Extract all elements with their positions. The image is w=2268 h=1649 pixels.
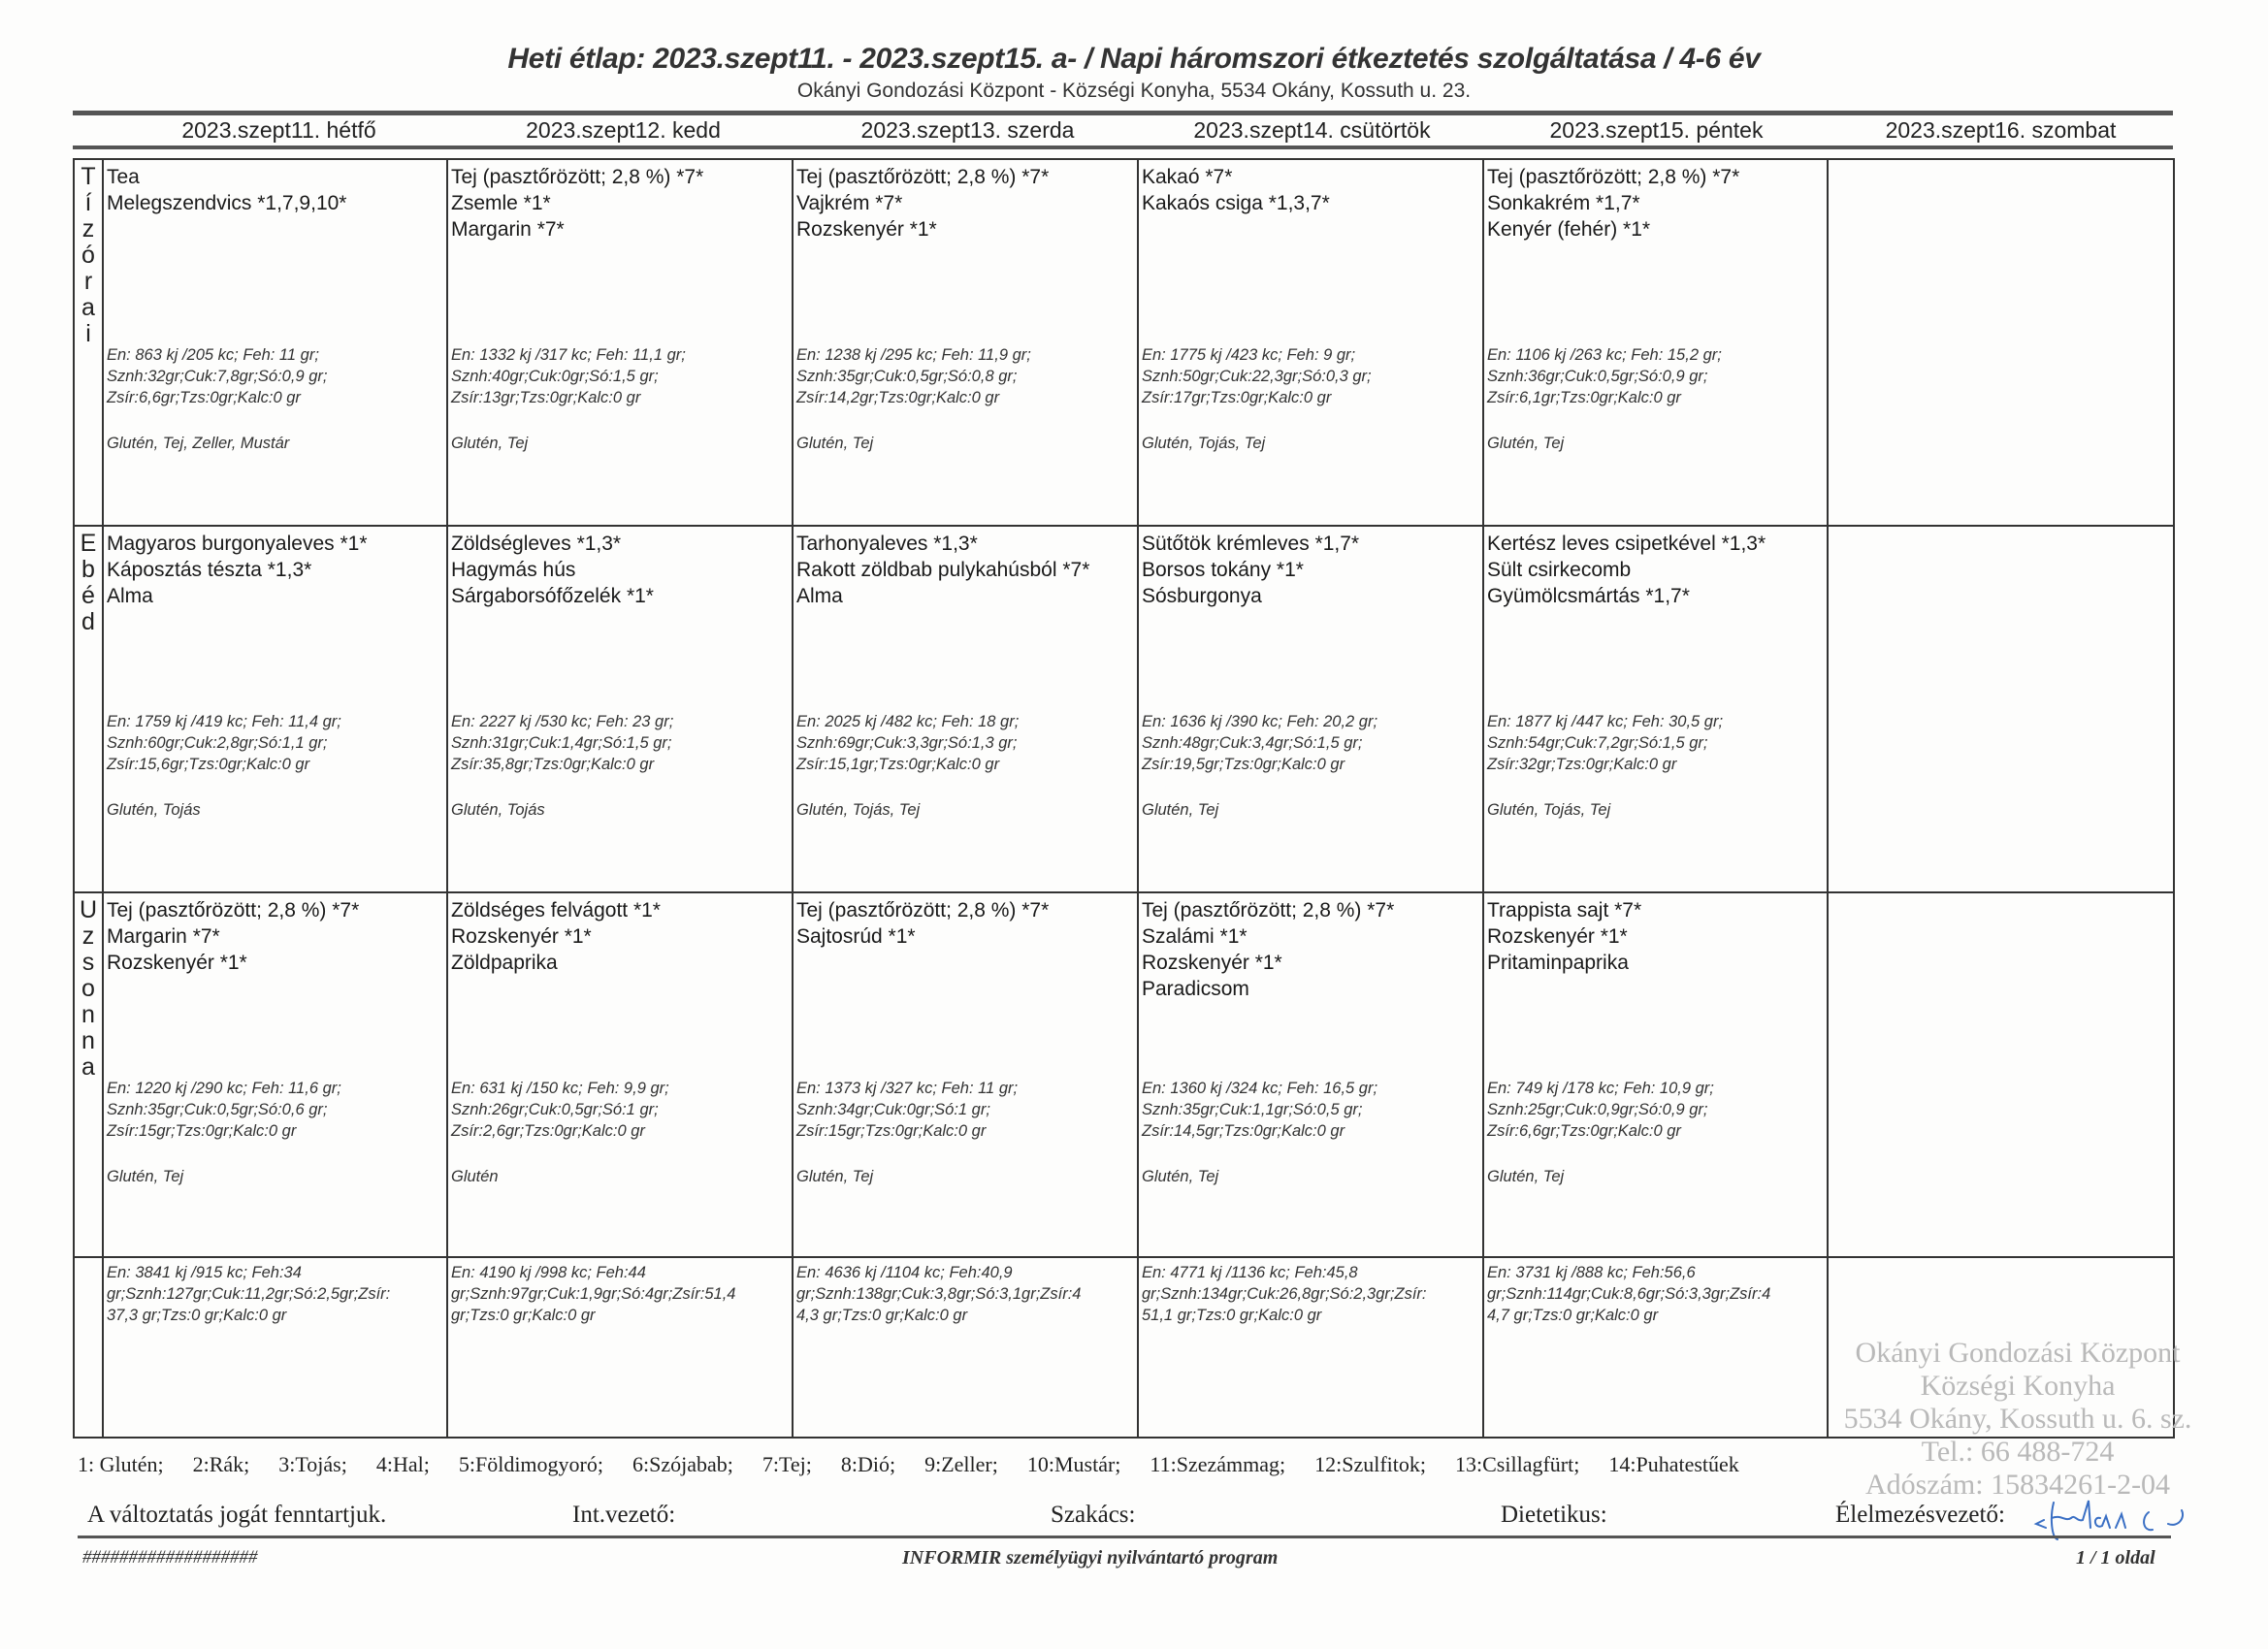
nutrition-info <box>451 344 686 408</box>
nutrition-line: En: 863 kj /205 kc; Feh: 11 gr; <box>107 346 319 364</box>
meal-label-letter: o <box>81 975 95 1002</box>
header-rule <box>73 146 2173 149</box>
dish-item: Alma <box>796 585 843 607</box>
daily-total-cell <box>1139 1258 1484 1437</box>
daily-total-cell <box>794 1258 1139 1437</box>
allergen-legend-item: 11:Szezámmag; <box>1150 1452 1286 1476</box>
dish-item: Margarin *7* <box>107 925 220 948</box>
nutrition-line: Zsír:32gr;Tzs:0gr;Kalc:0 gr <box>1487 756 1677 773</box>
nutrition-line: En: 2227 kj /530 kc; Feh: 23 gr; <box>451 713 674 730</box>
dish-item: Káposztás tészta *1,3* <box>107 559 312 581</box>
footer-program: INFORMIR személyügyi nyilvántartó program <box>902 1547 1279 1568</box>
int-vezeto-label: Int.vezető: <box>572 1502 676 1528</box>
meal-label-letter: í <box>84 189 92 216</box>
nutrition-line: Sznh:35gr;Cuk:1,1gr;Só:0,5 gr; <box>1142 1101 1363 1118</box>
menu-cell <box>448 160 794 525</box>
menu-cell <box>1829 527 2173 891</box>
szakacs-label: Szakács: <box>1051 1502 1136 1528</box>
nutrition-line: Zsír:17gr;Tzs:0gr;Kalc:0 gr <box>1142 389 1332 406</box>
daily-total-line: gr;Sznh:134gr;Cuk:26,8gr;Só:2,3gr;Zsír: <box>1142 1285 1427 1303</box>
nutrition-info <box>796 711 1019 775</box>
totals-label <box>75 1258 104 1437</box>
menu-cell <box>794 893 1139 1256</box>
meal-label-letter: z <box>81 215 95 242</box>
nutrition-info <box>107 711 341 775</box>
dish-item: Sárgaborsófőzelék *1* <box>451 585 654 607</box>
daily-total-line: gr;Sznh:97gr;Cuk:1,9gr;Só:4gr;Zsír:51,4 <box>451 1285 736 1303</box>
menu-cell <box>1484 527 1829 891</box>
nutrition-line: Zsír:19,5gr;Tzs:0gr;Kalc:0 gr <box>1142 756 1345 773</box>
allergen-legend-item: 2:Rák; <box>192 1452 250 1476</box>
nutrition-line: En: 1759 kj /419 kc; Feh: 11,4 gr; <box>107 713 341 730</box>
stamp-line: Okányi Gondozási Központ <box>1855 1337 2181 1369</box>
allergen-list: Glutén, Tojás, Tej <box>1487 801 1611 819</box>
dish-item: Alma <box>107 585 153 607</box>
dish-item: Sütőtök krémleves *1,7* <box>1142 533 1360 555</box>
stamp-line: 5534 Okány, Kossuth u. 6. sz. <box>1843 1403 2192 1435</box>
dish-item: Margarin *7* <box>451 218 565 241</box>
page-subtitle: Okányi Gondozási Központ - Községi Konyha, 5534 Okány, Kossuth u. 23. <box>796 80 1472 102</box>
stamp-line: Adószám: 15834261-2-04 <box>1864 1469 2171 1501</box>
nutrition-line: En: 1106 kj /263 kc; Feh: 15,2 gr; <box>1487 346 1722 364</box>
nutrition-line: Sznh:48gr;Cuk:3,4gr;Só:1,5 gr; <box>1142 734 1363 752</box>
nutrition-info <box>1487 1078 1714 1142</box>
allergen-legend-item: 13:Csillagfürt; <box>1455 1452 1580 1476</box>
top-rule <box>73 111 2173 115</box>
allergen-legend-item: 4:Hal; <box>375 1452 430 1476</box>
nutrition-line: En: 1360 kj /324 kc; Feh: 16,5 gr; <box>1142 1080 1378 1097</box>
nutrition-line: Sznh:40gr;Cuk:0gr;Só:1,5 gr; <box>451 368 659 385</box>
nutrition-line: En: 1877 kj /447 kc; Feh: 30,5 gr; <box>1487 713 1724 730</box>
meal-label-letter: b <box>81 556 95 583</box>
handwritten-signature <box>2032 1489 2207 1547</box>
elelmezesvezeto-label: Élelmezésvezető: <box>1835 1502 2005 1528</box>
meal-label-letter: n <box>81 1001 95 1028</box>
footer-hash: ################### <box>82 1547 258 1568</box>
daily-total-line: 4,7 gr;Tzs:0 gr;Kalc:0 gr <box>1487 1307 1659 1324</box>
allergen-list: Glutén, Tojás <box>107 801 201 819</box>
meal-label-letter: d <box>81 608 95 635</box>
page-title: Heti étlap: 2023.szept11. - 2023.szept15. a- / Napi háromszori étkeztetés szolgáltatása / 4-6 év <box>507 43 1761 75</box>
meal-label-letter: i <box>85 320 91 347</box>
nutrition-info <box>1487 344 1722 408</box>
daily-total-line: gr;Sznh:138gr;Cuk:3,8gr;Só:3,1gr;Zsír:4 <box>796 1285 1082 1303</box>
meal-label-letter: é <box>81 582 95 609</box>
day-header: 2023.szept14. csütörtök <box>1193 117 1431 143</box>
allergen-list: Glutén, Tej <box>796 1168 874 1185</box>
nutrition-line: Sznh:69gr;Cuk:3,3gr;Só:1,3 gr; <box>796 734 1018 752</box>
dish-item: Zöldpaprika <box>451 952 558 974</box>
nutrition-line: Sznh:36gr;Cuk:0,5gr;Só:0,9 gr; <box>1487 368 1708 385</box>
dish-item: Pritaminpaprika <box>1487 952 1629 974</box>
nutrition-info <box>107 344 327 408</box>
nutrition-line: En: 631 kj /150 kc; Feh: 9,9 gr; <box>451 1080 669 1097</box>
meal-label-letter: a <box>81 294 95 321</box>
nutrition-line: En: 749 kj /178 kc; Feh: 10,9 gr; <box>1487 1080 1714 1097</box>
dietetikus-label: Dietetikus: <box>1501 1502 1607 1528</box>
allergen-legend-item: 3:Tojás; <box>278 1452 347 1476</box>
meal-row-tizorai <box>75 160 2173 527</box>
stamp-line: Tel.: 66 488-724 <box>1921 1436 2115 1468</box>
nutrition-line: Zsír:6,6gr;Tzs:0gr;Kalc:0 gr <box>1487 1122 1681 1140</box>
meal-label <box>75 893 104 1256</box>
allergen-list: Glutén, Tej <box>1487 435 1565 452</box>
meal-label-letter: U <box>79 896 98 923</box>
day-header: 2023.szept12. kedd <box>526 117 721 143</box>
menu-cell <box>1139 160 1484 525</box>
allergen-list: Glutén, Tej <box>1142 1168 1219 1185</box>
meal-label-letter: T <box>81 163 96 190</box>
dish-item: Rozskenyér *1* <box>1487 925 1628 948</box>
meal-label-letter: E <box>80 530 97 557</box>
dish-item: Sonkakrém *1,7* <box>1487 192 1640 214</box>
nutrition-line: En: 1238 kj /295 kc; Feh: 11,9 gr; <box>796 346 1031 364</box>
dish-item: Sajtosrúd *1* <box>796 925 916 948</box>
notice-text: A változtatás jogát fenntartjuk. <box>87 1502 387 1528</box>
nutrition-line: Sznh:50gr;Cuk:22,3gr;Só:0,3 gr; <box>1142 368 1372 385</box>
meal-label-letter: n <box>81 1027 95 1054</box>
dish-item: Magyaros burgonyaleves *1* <box>107 533 368 555</box>
meal-row-ebed <box>75 527 2173 893</box>
dish-item: Kakaós csiga *1,3,7* <box>1142 192 1330 214</box>
page-number: 1 / 1 oldal <box>2076 1547 2155 1568</box>
menu-cell <box>794 160 1139 525</box>
allergen-list: Glutén, Tojás, Tej <box>1142 435 1266 452</box>
daily-total-line: 37,3 gr;Tzs:0 gr;Kalc:0 gr <box>107 1307 287 1324</box>
dish-item: Rozskenyér *1* <box>451 925 592 948</box>
menu-table <box>73 158 2175 1439</box>
menu-cell <box>1139 527 1484 891</box>
nutrition-info <box>796 1078 1018 1142</box>
nutrition-line: En: 1220 kj /290 kc; Feh: 11,6 gr; <box>107 1080 341 1097</box>
dish-item: Tej (pasztőrözött; 2,8 %) *7* <box>796 899 1050 922</box>
menu-cell <box>1484 893 1829 1256</box>
allergen-legend-item: 5:Földimogyoró; <box>458 1452 603 1476</box>
menu-cell <box>104 160 448 525</box>
nutrition-line: Sznh:26gr;Cuk:0,5gr;Só:1 gr; <box>451 1101 659 1118</box>
dish-item: Tej (pasztőrözött; 2,8 %) *7* <box>107 899 360 922</box>
nutrition-line: En: 1775 kj /423 kc; Feh: 9 gr; <box>1142 346 1356 364</box>
nutrition-info <box>1142 344 1372 408</box>
daily-total-line: En: 4190 kj /998 kc; Feh:44 <box>451 1264 646 1281</box>
allergen-list: Glutén, Tej <box>1487 1168 1565 1185</box>
dish-item: Kakaó *7* <box>1142 166 1233 188</box>
dish-item: Szalámi *1* <box>1142 925 1247 948</box>
dish-item: Tea <box>107 166 140 188</box>
nutrition-line: En: 1332 kj /317 kc; Feh: 11,1 gr; <box>451 346 686 364</box>
nutrition-line: Zsír:15,1gr;Tzs:0gr;Kalc:0 gr <box>796 756 1000 773</box>
daily-total-line: gr;Sznh:127gr;Cuk:11,2gr;Só:2,5gr;Zsír: <box>107 1285 391 1303</box>
dish-item: Tej (pasztőrözött; 2,8 %) *7* <box>451 166 704 188</box>
day-headers <box>107 117 2173 145</box>
day-header: 2023.szept13. szerda <box>860 117 1075 143</box>
nutrition-line: Sznh:34gr;Cuk:0gr;Só:1 gr; <box>796 1101 990 1118</box>
menu-cell <box>448 527 794 891</box>
menu-cell <box>1829 893 2173 1256</box>
menu-cell <box>104 527 448 891</box>
nutrition-line: Zsír:35,8gr;Tzs:0gr;Kalc:0 gr <box>451 756 655 773</box>
allergen-list: Glutén, Tej <box>107 1168 184 1185</box>
nutrition-line: En: 1373 kj /327 kc; Feh: 11 gr; <box>796 1080 1019 1097</box>
dish-item: Kenyér (fehér) *1* <box>1487 218 1651 241</box>
dish-item: Rozskenyér *1* <box>107 952 247 974</box>
nutrition-info <box>1142 1078 1377 1142</box>
day-header: 2023.szept11. hétfő <box>181 117 376 143</box>
menu-cell <box>448 893 794 1256</box>
allergen-legend-item: 14:Puhatestűek <box>1608 1452 1739 1476</box>
dish-item: Tej (pasztőrözött; 2,8 %) *7* <box>1142 899 1395 922</box>
nutrition-line: Sznh:35gr;Cuk:0,5gr;Só:0,8 gr; <box>796 368 1018 385</box>
nutrition-info <box>1142 711 1377 775</box>
allergen-legend-item: 9:Zeller; <box>924 1452 998 1476</box>
dish-item: Sósburgonya <box>1142 585 1262 607</box>
meal-label-letter: s <box>81 949 95 976</box>
dish-item: Paradicsom <box>1142 978 1249 1000</box>
dish-item: Zöldséges felvágott *1* <box>451 899 661 922</box>
nutrition-line: En: 2025 kj /482 kc; Feh: 18 gr; <box>796 713 1020 730</box>
official-stamp <box>1775 1337 2260 1502</box>
menu-cell <box>104 893 448 1256</box>
daily-total-line: En: 3731 kj /888 kc; Feh:56,6 <box>1487 1264 1696 1281</box>
daily-total-line: En: 3841 kj /915 kc; Feh:34 <box>107 1264 302 1281</box>
nutrition-line: Zsír:13gr;Tzs:0gr;Kalc:0 gr <box>451 389 641 406</box>
allergen-legend-item: 10:Mustár; <box>1026 1452 1121 1476</box>
menu-cell <box>1829 160 2173 525</box>
nutrition-info <box>796 344 1031 408</box>
daily-total-cell <box>448 1258 794 1437</box>
menu-cell <box>1139 893 1484 1256</box>
nutrition-info <box>451 1078 669 1142</box>
day-header: 2023.szept16. szombat <box>1885 117 2117 143</box>
nutrition-line: Sznh:35gr;Cuk:0,5gr;Só:0,6 gr; <box>107 1101 328 1118</box>
meal-label <box>75 160 104 525</box>
daily-total-line: 4,3 gr;Tzs:0 gr;Kalc:0 gr <box>796 1307 968 1324</box>
allergen-legend-item: 6:Szójabab; <box>632 1452 733 1476</box>
meal-row-uzsonna <box>75 893 2173 1258</box>
allergen-list: Glutén, Tej <box>1142 801 1219 819</box>
nutrition-line: Zsír:15gr;Tzs:0gr;Kalc:0 gr <box>796 1122 987 1140</box>
nutrition-line: Sznh:32gr;Cuk:7,8gr;Só:0,9 gr; <box>107 368 328 385</box>
dish-item: Tej (pasztőrözött; 2,8 %) *7* <box>1487 166 1740 188</box>
allergen-list: Glutén, Tej <box>451 435 529 452</box>
dish-item: Zsemle *1* <box>451 192 551 214</box>
dish-item: Borsos tokány *1* <box>1142 559 1304 581</box>
dish-item: Trappista sajt *7* <box>1487 899 1642 922</box>
nutrition-info <box>1487 711 1723 775</box>
menu-cell <box>794 527 1139 891</box>
allergen-list: Glutén, Tej <box>796 435 874 452</box>
dish-item: Rakott zöldbab pulykahúsból *7* <box>796 559 1090 581</box>
menu-cell <box>1484 160 1829 525</box>
day-header: 2023.szept15. péntek <box>1549 117 1764 143</box>
allergen-list: Glutén, Tojás, Tej <box>796 801 921 819</box>
daily-total-line: En: 4771 kj /1136 kc; Feh:45,8 <box>1142 1264 1358 1281</box>
dish-item: Vajkrém *7* <box>796 192 903 214</box>
nutrition-line: Sznh:60gr;Cuk:2,8gr;Só:1,1 gr; <box>107 734 328 752</box>
nutrition-line: Zsír:14,5gr;Tzs:0gr;Kalc:0 gr <box>1142 1122 1345 1140</box>
daily-total-line: gr;Sznh:114gr;Cuk:8,6gr;Só:3,3gr;Zsír:4 <box>1487 1285 1771 1303</box>
stamp-line: Községi Konyha <box>1920 1370 2116 1402</box>
allergen-legend-item: 1: Glutén; <box>78 1452 164 1476</box>
dish-item: Gyümölcsmártás *1,7* <box>1487 585 1690 607</box>
nutrition-line: Zsír:15,6gr;Tzs:0gr;Kalc:0 gr <box>107 756 310 773</box>
nutrition-info <box>107 1078 341 1142</box>
allergen-legend-item: 12:Szulfitok; <box>1314 1452 1427 1476</box>
nutrition-line: Zsír:6,1gr;Tzs:0gr;Kalc:0 gr <box>1487 389 1681 406</box>
nutrition-line: Zsír:2,6gr;Tzs:0gr;Kalc:0 gr <box>451 1122 645 1140</box>
meal-label-letter: a <box>81 1053 95 1081</box>
dish-item: Rozskenyér *1* <box>1142 952 1282 974</box>
dish-item: Melegszendvics *1,7,9,10* <box>107 192 347 214</box>
nutrition-line: Sznh:31gr;Cuk:1,4gr;Só:1,5 gr; <box>451 734 672 752</box>
dish-item: Rozskenyér *1* <box>796 218 937 241</box>
dish-item: Hagymás hús <box>451 559 576 581</box>
allergen-list: Glutén <box>451 1168 499 1185</box>
daily-total-cell <box>104 1258 448 1437</box>
dish-item: Tarhonyaleves *1,3* <box>796 533 978 555</box>
meal-label <box>75 527 104 891</box>
nutrition-line: Zsír:15gr;Tzs:0gr;Kalc:0 gr <box>107 1122 297 1140</box>
meal-label-letter: z <box>81 922 95 950</box>
allergen-list: Glutén, Tojás <box>451 801 545 819</box>
dish-item: Kertész leves csipetkével *1,3* <box>1487 533 1766 555</box>
daily-total-line: gr;Tzs:0 gr;Kalc:0 gr <box>451 1307 596 1324</box>
nutrition-info <box>451 711 673 775</box>
nutrition-line: En: 1636 kj /390 kc; Feh: 20,2 gr; <box>1142 713 1378 730</box>
nutrition-line: Sznh:25gr;Cuk:0,9gr;Só:0,9 gr; <box>1487 1101 1708 1118</box>
allergen-legend-item: 7:Tej; <box>761 1452 812 1476</box>
dish-item: Sült csirkecomb <box>1487 559 1632 581</box>
nutrition-line: Sznh:54gr;Cuk:7,2gr;Só:1,5 gr; <box>1487 734 1708 752</box>
meal-label-letter: ó <box>81 242 95 269</box>
meal-label-letter: r <box>83 268 93 295</box>
footer-rule <box>78 1536 2171 1538</box>
dish-item: Tej (pasztőrözött; 2,8 %) *7* <box>796 166 1050 188</box>
nutrition-line: Zsír:14,2gr;Tzs:0gr;Kalc:0 gr <box>796 389 1000 406</box>
allergen-list: Glutén, Tej, Zeller, Mustár <box>107 435 290 452</box>
allergen-legend-item: 8:Dió; <box>840 1452 896 1476</box>
nutrition-line: Zsír:6,6gr;Tzs:0gr;Kalc:0 gr <box>107 389 301 406</box>
dish-item: Zöldségleves *1,3* <box>451 533 622 555</box>
daily-total-line: En: 4636 kj /1104 kc; Feh:40,9 <box>796 1264 1013 1281</box>
daily-total-line: 51,1 gr;Tzs:0 gr;Kalc:0 gr <box>1142 1307 1322 1324</box>
